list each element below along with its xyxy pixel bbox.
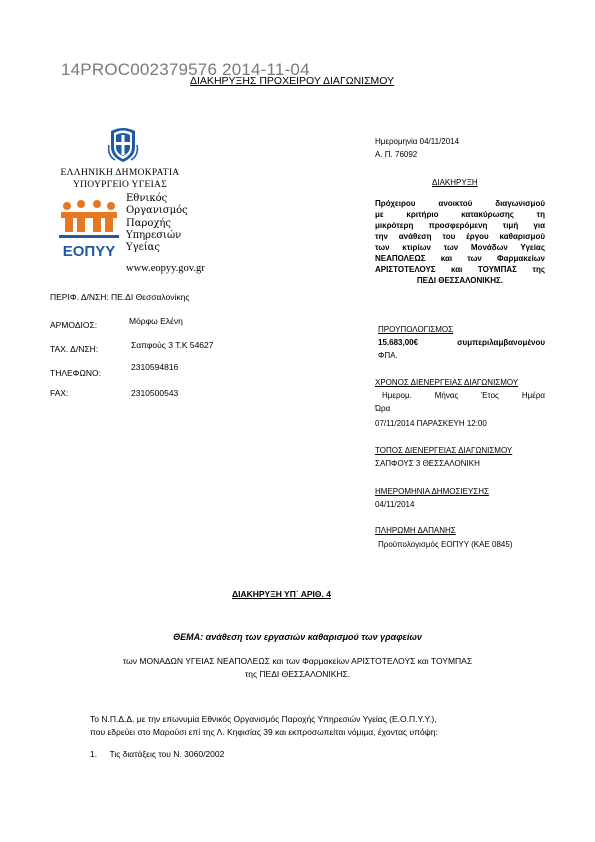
list-item — [90, 749, 224, 759]
organization-name — [126, 193, 188, 254]
time-heading: ΧΡΟΝΟΣ ΔΙΕΝΕΡΓΕΙΑΣ ΔΙΑΓΩΝΙΣΜΟΥ — [375, 378, 519, 387]
org-line: Υγείας — [126, 242, 161, 254]
ministry-header — [50, 167, 190, 191]
publication-date: 04/11/2014 — [375, 500, 415, 509]
ministry-line-2: ΥΠΟΥΡΓΕΙΟ ΥΓΕΙΑΣ — [72, 180, 168, 190]
proclamation-heading: ΔΙΑΚΗΡΥΞΗ — [432, 178, 478, 187]
document-date: Ημερομηνία 04/11/2014 — [375, 137, 460, 146]
text-line: με κριτήριο κατακύρωσης τη — [375, 210, 545, 219]
org-line: Εθνικός — [126, 193, 168, 204]
postal-label: ΤΑΧ. Δ/ΝΣΗ: — [50, 344, 99, 354]
org-line: Υπηρεσιών — [126, 229, 182, 241]
text-line: την ανάθεση του έργου καθαρισμού — [375, 232, 545, 241]
place-heading: ΤΟΠΟΣ ΔΙΕΝΕΡΓΕΙΑΣ ΔΙΑΓΩΝΙΣΜΟΥ — [375, 446, 513, 455]
address-label: ΠΕΡΙΦ. Δ/ΝΣΗ: — [50, 292, 109, 302]
text-line: ΠΕΔΙ ΘΕΣΣΑΛΟΝΙΚΗΣ. — [416, 276, 504, 285]
time-columns: Ημερομ. Μήνας Έτος Ημέρα — [382, 391, 545, 400]
list-number: 1. — [90, 749, 98, 759]
time-value: 07/11/2014 ΠΑΡΑΣΚΕΥΗ 12:00 — [375, 419, 487, 428]
text-line: ΑΡΙΣΤΟΤΕΛΟΥΣ και ΤΟΥΜΠΑΣ της — [375, 265, 545, 274]
phone-value: 2310594816 — [131, 362, 179, 372]
greek-emblem-icon — [107, 125, 139, 163]
eopyy-logo-text: ΕΟΠΥΥ — [62, 243, 116, 260]
text-line: των κτιρίων των Μονάδων Υγείας — [375, 243, 545, 252]
fax-value: 2310500543 — [131, 388, 179, 398]
text-line: ΝΕΑΠΟΛΕΩΣ και των Φαρμακείων — [375, 254, 545, 263]
subject-line: ΘΕΜΑ: ανάθεση των εργασιών καθαρισμού των γραφείων — [173, 632, 422, 642]
postal-value: Σαπφούς 3 Τ.Κ 54627 — [131, 340, 214, 350]
website-link[interactable]: www.eopyy.gov.gr — [126, 263, 205, 274]
subject-line-2: των ΜΟΝΑΔΩΝ ΥΓΕΙΑΣ ΝΕΑΠΟΛΕΩΣ και των Φαρμακείων ΑΡΙΣΤΟΤΕΛΟΥΣ και ΤΟΥΜΠΑΣ — [122, 656, 473, 666]
proclamation-text — [375, 198, 545, 286]
responsible-label: ΑΡΜΟΔΙΟΣ: — [50, 320, 98, 330]
org-line: Παροχής — [126, 217, 172, 229]
subject-line-3: της ΠΕΔΙ ΘΕΣΣΑΛΟΝΙΚΗΣ. — [244, 669, 351, 679]
budget-heading: ΠΡΟΥΠΟΛΟΓΙΣΜΟΣ — [378, 325, 454, 334]
text-line: μικρότερη προσφερόμενη τιμή για — [375, 221, 545, 230]
document-id-stamp: 14PROC002379576 2014-11-04 — [61, 60, 310, 79]
budget-vat: ΦΠΑ. — [378, 351, 398, 360]
list-text: Τις διατάξεις του Ν. 3060/2002 — [109, 749, 225, 759]
eopyy-logo-icon — [57, 198, 121, 260]
subject-continuation — [0, 655, 595, 681]
address-value: ΠΕ.ΔΙ Θεσσαλονίκης — [111, 292, 190, 302]
intro-paragraph — [90, 713, 510, 739]
ministry-line-1: ΕΛΛΗΝΙΚΗ ΔΗΜΟΚΡΑΤΙΑ — [60, 168, 180, 178]
responsible-value: Μόρφω Ελένη — [129, 316, 183, 326]
time-hour-label: Ώρα — [375, 404, 391, 413]
payment-heading: ΠΛΗΡΩΜΗ ΔΑΠΑΝΗΣ — [375, 526, 456, 535]
protocol-number: Α. Π. 76092 — [375, 150, 418, 159]
budget-amount: 15.683,00€ συμπεριλαμβανομένου — [378, 338, 545, 347]
payment-value: Προϋπολογισμός ΕΟΠΥΥ (ΚΑΕ 0845) — [378, 540, 513, 549]
paragraph-line: που εδρεύει στο Μαρούσι επί της Λ. Κηφισίας 39 και εκπροσωπείται νόμιμα, έχοντας υπόψη: — [90, 727, 438, 737]
publication-heading: ΗΜΕΡΟΜΗΝΙΑ ΔΗΜΟΣΙΕΥΣΗΣ — [375, 487, 489, 496]
place-value: ΣΑΠΦΟΥΣ 3 ΘΕΣΣΑΛΟΝΙΚΗ — [375, 459, 480, 468]
paragraph-line: Το Ν.Π.Δ.Δ. με την επωνυμία Εθνικός Οργανισμός Παροχής Υπηρεσιών Υγείας (Ε.Ο.Π.Υ.Υ.), — [90, 714, 437, 724]
phone-label: ΤΗΛΕΦΩΝΟ: — [50, 368, 101, 378]
org-line: Οργανισμός — [126, 205, 188, 217]
section-title: ΔΙΑΚΗΡΥΞΗ ΥΠ΄ ΑΡΙΘ. 4 — [232, 589, 331, 599]
text-line: Πρόχειρου ανοικτού διαγωνισμού — [375, 199, 545, 208]
fax-label: FAX: — [50, 388, 69, 398]
document-title: ΔΙΑΚΗΡΥΞΗΣ ΠΡΟΧΕΙΡΟΥ ΔΙΑΓΩΝΙΣΜΟΥ — [190, 75, 395, 87]
